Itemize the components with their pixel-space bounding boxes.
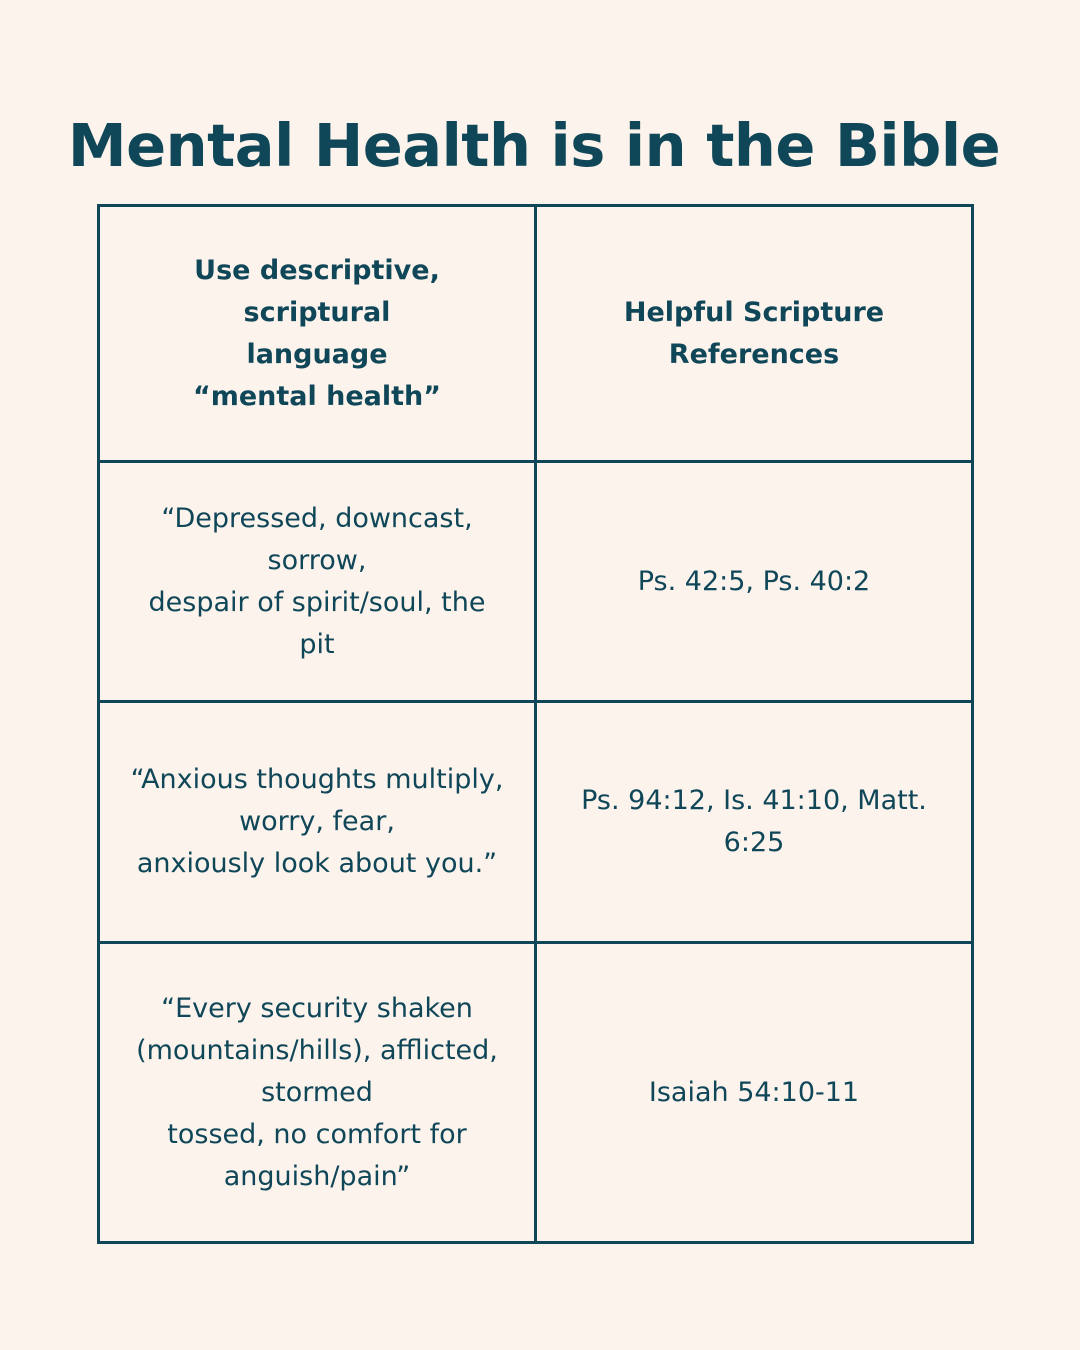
scripture-table-container bbox=[97, 204, 974, 1244]
page-title: Mental Health is in the Bible bbox=[67, 111, 1001, 180]
description-text: “Depressed, downcast, sorrow, despair of spirit/soul, the pit bbox=[148, 502, 486, 660]
reference-text: Isaiah 54:10-11 bbox=[648, 1076, 860, 1108]
description-text: “Every security shaken (mountains/hills), afflicted, stormed tossed, no comfort for anguish/pain” bbox=[136, 992, 498, 1192]
table-row bbox=[99, 702, 973, 943]
reference-text: Ps. 94:12, Is. 41:10, Matt. 6:25 bbox=[581, 785, 927, 858]
table-row bbox=[99, 462, 973, 702]
reference-text: Ps. 42:5, Ps. 40:2 bbox=[637, 565, 871, 597]
header-label: Helpful Scripture References bbox=[623, 296, 885, 370]
description-text: “Anxious thoughts multiply, worry, fear, anxiously look about you.” bbox=[130, 764, 504, 879]
scripture-table bbox=[97, 204, 974, 1244]
reference-cell bbox=[536, 462, 973, 702]
reference-cell bbox=[536, 943, 973, 1243]
description-cell bbox=[99, 702, 536, 943]
table-row bbox=[99, 943, 973, 1243]
header-descriptive-language bbox=[99, 206, 536, 462]
description-cell bbox=[99, 462, 536, 702]
description-cell bbox=[99, 943, 536, 1243]
header-label: Use descriptive, scriptural language “mental health” bbox=[192, 254, 442, 412]
header-scripture-references bbox=[536, 206, 973, 462]
table-header-row bbox=[99, 206, 973, 462]
reference-cell bbox=[536, 702, 973, 943]
